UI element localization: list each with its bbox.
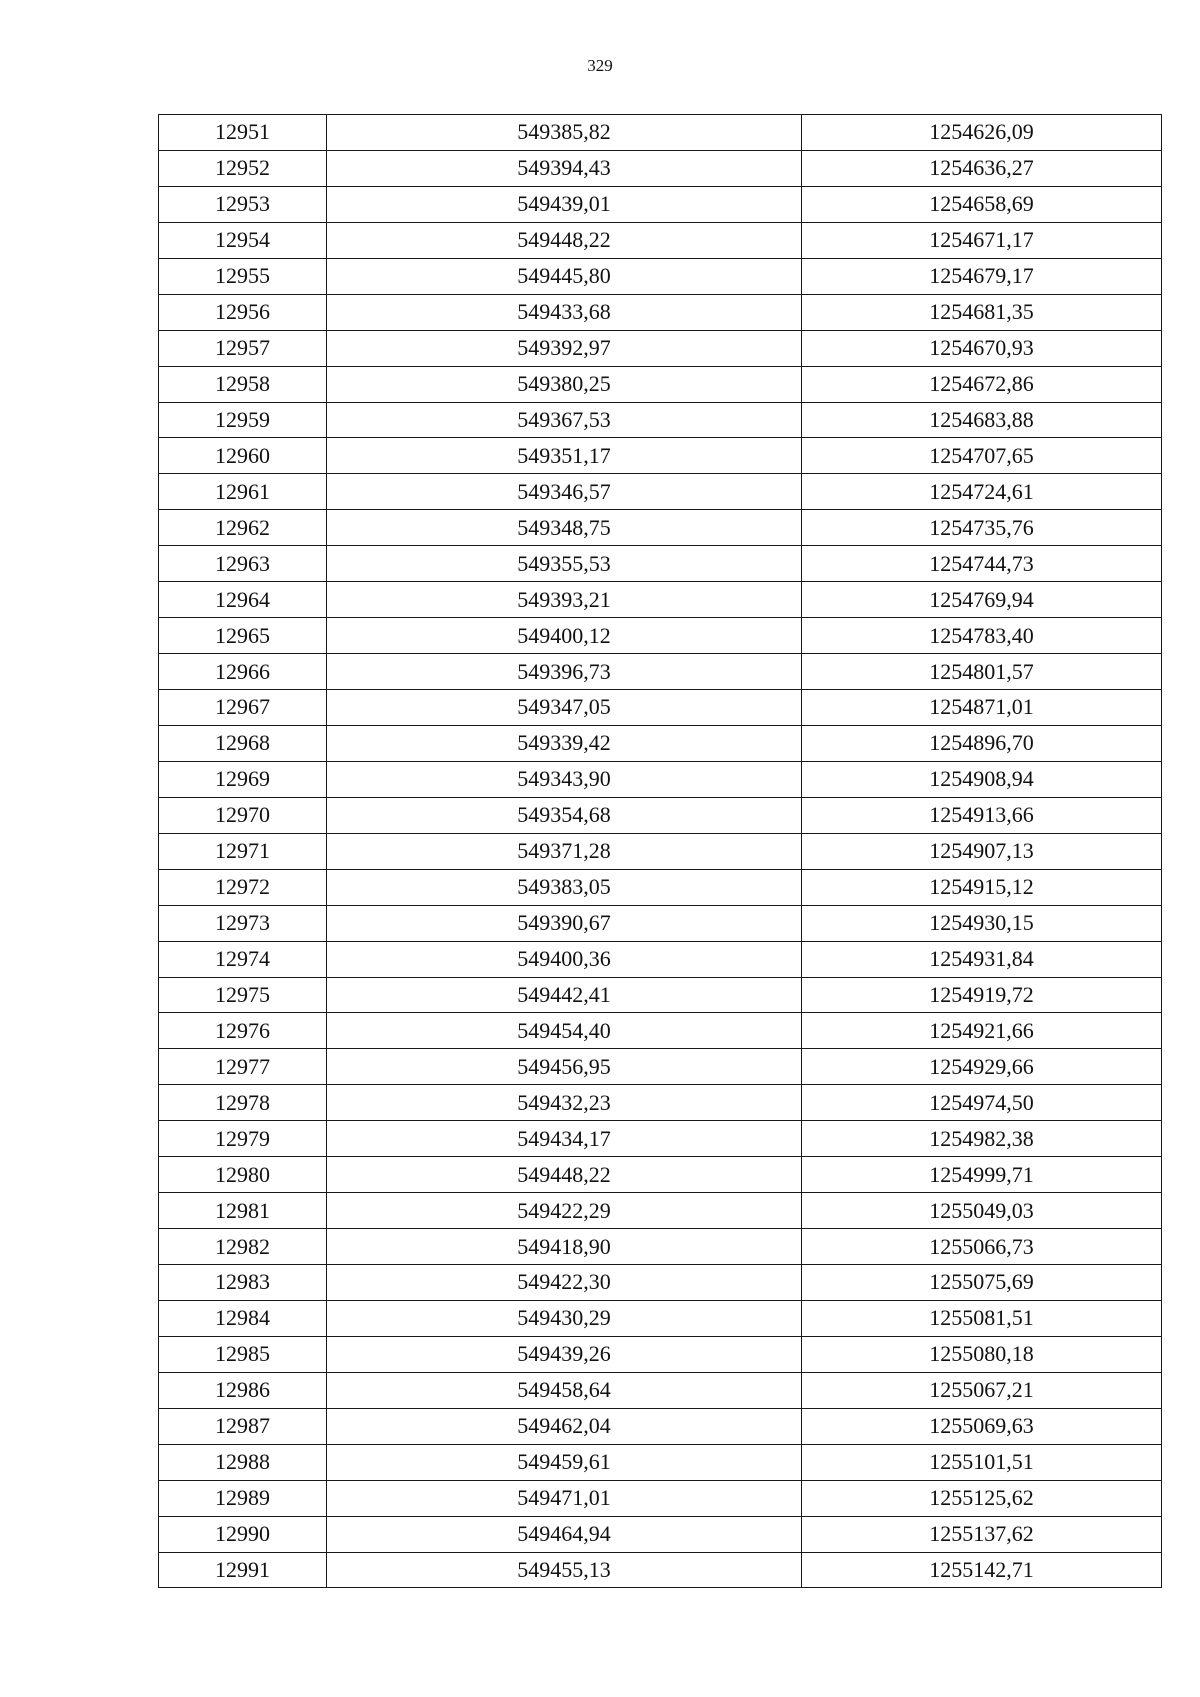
x-coordinate-cell: 549462,04	[327, 1408, 802, 1444]
point-number-cell: 12971	[159, 833, 327, 869]
table-row	[159, 186, 1162, 222]
table-row	[159, 1121, 1162, 1157]
point-number-cell: 12973	[159, 905, 327, 941]
x-coordinate-cell: 549454,40	[327, 1013, 802, 1049]
page-number: 329	[587, 56, 613, 75]
x-coordinate-cell: 549422,30	[327, 1265, 802, 1301]
point-number-cell: 12956	[159, 294, 327, 330]
point-number-cell: 12981	[159, 1193, 327, 1229]
table-row	[159, 222, 1162, 258]
y-coordinate-cell: 1254929,66	[802, 1049, 1162, 1085]
y-coordinate-cell: 1254982,38	[802, 1121, 1162, 1157]
point-number-cell: 12969	[159, 761, 327, 797]
table-row	[159, 1480, 1162, 1516]
point-number-cell: 12951	[159, 115, 327, 151]
point-number-cell: 12954	[159, 222, 327, 258]
y-coordinate-cell: 1255067,21	[802, 1372, 1162, 1408]
table-row	[159, 797, 1162, 833]
y-coordinate-cell: 1254769,94	[802, 582, 1162, 618]
y-coordinate-cell: 1255125,62	[802, 1480, 1162, 1516]
table-row	[159, 1408, 1162, 1444]
x-coordinate-cell: 549433,68	[327, 294, 802, 330]
y-coordinate-cell: 1255081,51	[802, 1300, 1162, 1336]
point-number-cell: 12962	[159, 510, 327, 546]
x-coordinate-cell: 549456,95	[327, 1049, 802, 1085]
point-number-cell: 12978	[159, 1085, 327, 1121]
x-coordinate-cell: 549434,17	[327, 1121, 802, 1157]
x-coordinate-cell: 549354,68	[327, 797, 802, 833]
table-row	[159, 1049, 1162, 1085]
point-number-cell: 12990	[159, 1516, 327, 1552]
y-coordinate-cell: 1254908,94	[802, 761, 1162, 797]
x-coordinate-cell: 549459,61	[327, 1444, 802, 1480]
y-coordinate-cell: 1254930,15	[802, 905, 1162, 941]
x-coordinate-cell: 549448,22	[327, 222, 802, 258]
x-coordinate-cell: 549343,90	[327, 761, 802, 797]
table-row	[159, 510, 1162, 546]
x-coordinate-cell: 549392,97	[327, 330, 802, 366]
table-row	[159, 1193, 1162, 1229]
point-number-cell: 12987	[159, 1408, 327, 1444]
y-coordinate-cell: 1254681,35	[802, 294, 1162, 330]
y-coordinate-cell: 1254735,76	[802, 510, 1162, 546]
y-coordinate-cell: 1254907,13	[802, 833, 1162, 869]
y-coordinate-cell: 1254670,93	[802, 330, 1162, 366]
table-row	[159, 1085, 1162, 1121]
x-coordinate-cell: 549390,67	[327, 905, 802, 941]
point-number-cell: 12985	[159, 1336, 327, 1372]
point-number-cell: 12980	[159, 1157, 327, 1193]
table-row	[159, 1552, 1162, 1588]
x-coordinate-cell: 549383,05	[327, 869, 802, 905]
point-number-cell: 12964	[159, 582, 327, 618]
x-coordinate-cell: 549430,29	[327, 1300, 802, 1336]
y-coordinate-cell: 1255075,69	[802, 1265, 1162, 1301]
table-row	[159, 366, 1162, 402]
y-coordinate-cell: 1255142,71	[802, 1552, 1162, 1588]
point-number-cell: 12986	[159, 1372, 327, 1408]
x-coordinate-cell: 549351,17	[327, 438, 802, 474]
point-number-cell: 12957	[159, 330, 327, 366]
table-row	[159, 438, 1162, 474]
x-coordinate-cell: 549455,13	[327, 1552, 802, 1588]
coordinates-table-body	[159, 115, 1162, 1588]
x-coordinate-cell: 549448,22	[327, 1157, 802, 1193]
y-coordinate-cell: 1254915,12	[802, 869, 1162, 905]
point-number-cell: 12972	[159, 869, 327, 905]
x-coordinate-cell: 549380,25	[327, 366, 802, 402]
x-coordinate-cell: 549348,75	[327, 510, 802, 546]
point-number-cell: 12952	[159, 150, 327, 186]
table-row	[159, 1372, 1162, 1408]
table-row	[159, 1336, 1162, 1372]
y-coordinate-cell: 1254974,50	[802, 1085, 1162, 1121]
y-coordinate-cell: 1254783,40	[802, 618, 1162, 654]
y-coordinate-cell: 1254683,88	[802, 402, 1162, 438]
table-row	[159, 761, 1162, 797]
table-row	[159, 618, 1162, 654]
point-number-cell: 12968	[159, 725, 327, 761]
table-row	[159, 869, 1162, 905]
point-number-cell: 12965	[159, 618, 327, 654]
y-coordinate-cell: 1254658,69	[802, 186, 1162, 222]
y-coordinate-cell: 1255049,03	[802, 1193, 1162, 1229]
x-coordinate-cell: 549367,53	[327, 402, 802, 438]
table-row	[159, 294, 1162, 330]
y-coordinate-cell: 1255080,18	[802, 1336, 1162, 1372]
x-coordinate-cell: 549422,29	[327, 1193, 802, 1229]
x-coordinate-cell: 549432,23	[327, 1085, 802, 1121]
y-coordinate-cell: 1255069,63	[802, 1408, 1162, 1444]
table-row	[159, 1516, 1162, 1552]
y-coordinate-cell: 1254707,65	[802, 438, 1162, 474]
x-coordinate-cell: 549458,64	[327, 1372, 802, 1408]
point-number-cell: 12991	[159, 1552, 327, 1588]
x-coordinate-cell: 549464,94	[327, 1516, 802, 1552]
table-row	[159, 941, 1162, 977]
table-row	[159, 905, 1162, 941]
y-coordinate-cell: 1254636,27	[802, 150, 1162, 186]
x-coordinate-cell: 549471,01	[327, 1480, 802, 1516]
coordinates-table	[158, 114, 1162, 1588]
table-row	[159, 115, 1162, 151]
table-row	[159, 1229, 1162, 1265]
point-number-cell: 12984	[159, 1300, 327, 1336]
x-coordinate-cell: 549396,73	[327, 654, 802, 690]
y-coordinate-cell: 1255066,73	[802, 1229, 1162, 1265]
x-coordinate-cell: 549346,57	[327, 474, 802, 510]
table-row	[159, 654, 1162, 690]
table-row	[159, 690, 1162, 726]
x-coordinate-cell: 549418,90	[327, 1229, 802, 1265]
point-number-cell: 12953	[159, 186, 327, 222]
table-row	[159, 1265, 1162, 1301]
point-number-cell: 12974	[159, 941, 327, 977]
x-coordinate-cell: 549394,43	[327, 150, 802, 186]
x-coordinate-cell: 549439,26	[327, 1336, 802, 1372]
x-coordinate-cell: 549385,82	[327, 115, 802, 151]
y-coordinate-cell: 1254671,17	[802, 222, 1162, 258]
y-coordinate-cell: 1255101,51	[802, 1444, 1162, 1480]
y-coordinate-cell: 1254679,17	[802, 258, 1162, 294]
x-coordinate-cell: 549355,53	[327, 546, 802, 582]
point-number-cell: 12982	[159, 1229, 327, 1265]
x-coordinate-cell: 549400,12	[327, 618, 802, 654]
y-coordinate-cell: 1254672,86	[802, 366, 1162, 402]
point-number-cell: 12989	[159, 1480, 327, 1516]
table-row	[159, 1300, 1162, 1336]
point-number-cell: 12983	[159, 1265, 327, 1301]
point-number-cell: 12955	[159, 258, 327, 294]
y-coordinate-cell: 1254919,72	[802, 977, 1162, 1013]
y-coordinate-cell: 1254724,61	[802, 474, 1162, 510]
y-coordinate-cell: 1254626,09	[802, 115, 1162, 151]
table-row	[159, 725, 1162, 761]
table-row	[159, 833, 1162, 869]
point-number-cell: 12961	[159, 474, 327, 510]
x-coordinate-cell: 549445,80	[327, 258, 802, 294]
point-number-cell: 12963	[159, 546, 327, 582]
table-row	[159, 1157, 1162, 1193]
x-coordinate-cell: 549347,05	[327, 690, 802, 726]
table-row	[159, 977, 1162, 1013]
y-coordinate-cell: 1254801,57	[802, 654, 1162, 690]
point-number-cell: 12976	[159, 1013, 327, 1049]
point-number-cell: 12977	[159, 1049, 327, 1085]
point-number-cell: 12966	[159, 654, 327, 690]
y-coordinate-cell: 1254744,73	[802, 546, 1162, 582]
y-coordinate-cell: 1254999,71	[802, 1157, 1162, 1193]
y-coordinate-cell: 1254896,70	[802, 725, 1162, 761]
point-number-cell: 12960	[159, 438, 327, 474]
table-row	[159, 474, 1162, 510]
table-row	[159, 258, 1162, 294]
y-coordinate-cell: 1254931,84	[802, 941, 1162, 977]
table-row	[159, 330, 1162, 366]
x-coordinate-cell: 549339,42	[327, 725, 802, 761]
x-coordinate-cell: 549371,28	[327, 833, 802, 869]
point-number-cell: 12988	[159, 1444, 327, 1480]
x-coordinate-cell: 549393,21	[327, 582, 802, 618]
table-row	[159, 1013, 1162, 1049]
table-row	[159, 582, 1162, 618]
table-row	[159, 1444, 1162, 1480]
table-row	[159, 150, 1162, 186]
x-coordinate-cell: 549439,01	[327, 186, 802, 222]
y-coordinate-cell: 1254921,66	[802, 1013, 1162, 1049]
point-number-cell: 12959	[159, 402, 327, 438]
y-coordinate-cell: 1255137,62	[802, 1516, 1162, 1552]
table-row	[159, 546, 1162, 582]
table-row	[159, 402, 1162, 438]
y-coordinate-cell: 1254913,66	[802, 797, 1162, 833]
point-number-cell: 12958	[159, 366, 327, 402]
x-coordinate-cell: 549442,41	[327, 977, 802, 1013]
point-number-cell: 12979	[159, 1121, 327, 1157]
point-number-cell: 12970	[159, 797, 327, 833]
y-coordinate-cell: 1254871,01	[802, 690, 1162, 726]
point-number-cell: 12967	[159, 690, 327, 726]
x-coordinate-cell: 549400,36	[327, 941, 802, 977]
point-number-cell: 12975	[159, 977, 327, 1013]
